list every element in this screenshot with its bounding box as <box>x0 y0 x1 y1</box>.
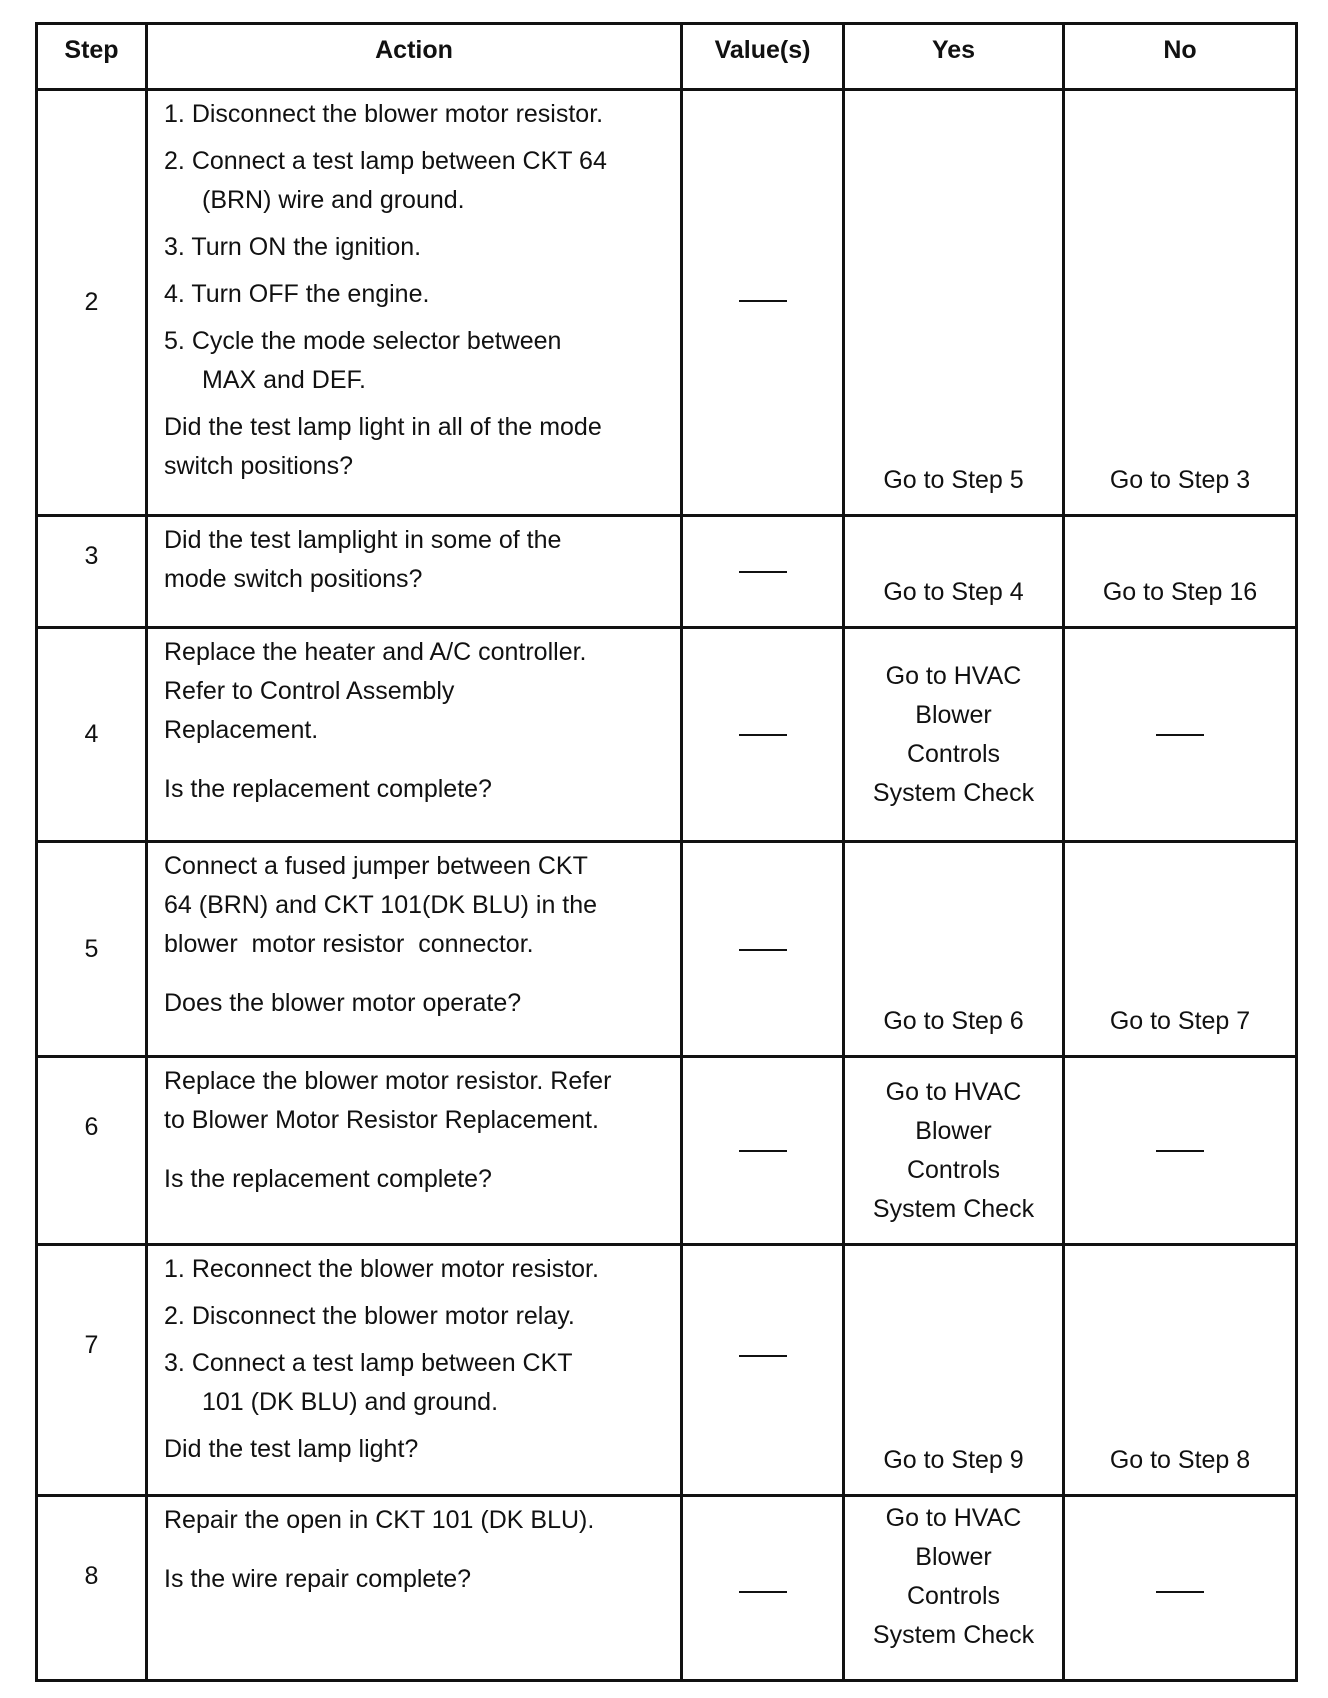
table-row <box>37 1057 1297 1245</box>
action-item: 2. Disconnect the blower motor relay. <box>164 1302 575 1330</box>
action-item: 4. Turn OFF the engine. <box>164 280 430 308</box>
no-cell: Go to Step 7 <box>1064 842 1297 1057</box>
header-row <box>37 24 1297 90</box>
step-number: 2 <box>37 90 147 516</box>
dash-mark <box>739 734 787 736</box>
step-number: 6 <box>37 1057 147 1245</box>
step-number: 3 <box>37 516 147 628</box>
dash-mark <box>739 1150 787 1152</box>
header-yes: Yes <box>844 24 1064 90</box>
values-cell <box>682 1057 844 1245</box>
table-row <box>37 842 1297 1057</box>
dash-mark <box>1156 734 1204 736</box>
yes-cell: Go to Step 6 <box>844 842 1064 1057</box>
action-cell: Connect a fused jumper between CKT 64 (BRN) and CKT 101(DK BLU) in the blower motor resistor connector. Does the blower motor operate? <box>147 842 682 1057</box>
step-number: 8 <box>37 1496 147 1681</box>
action-item: 2. Connect a test lamp between CKT 64 (BRN) wire and ground. <box>164 147 607 214</box>
yes-cell: Go to HVAC Blower Controls System Check <box>844 628 1064 842</box>
no-cell: Go to Step 16 <box>1064 516 1297 628</box>
action-item: 3. Turn ON the ignition. <box>164 233 422 261</box>
table-row <box>37 628 1297 842</box>
step-number: 7 <box>37 1245 147 1496</box>
dash-mark <box>739 1591 787 1593</box>
yes-cell: Go to HVAC Blower Controls System Check <box>844 1496 1064 1681</box>
header-step: Step <box>37 24 147 90</box>
step-number: 5 <box>37 842 147 1057</box>
no-cell <box>1064 1496 1297 1681</box>
table-row <box>37 1245 1297 1496</box>
action-cell: Replace the heater and A/C controller. Refer to Control Assembly Replacement. Is the replacement complete? <box>147 628 682 842</box>
values-cell <box>682 90 844 516</box>
diagnostic-table <box>35 22 1298 1682</box>
yes-cell: Go to Step 4 <box>844 516 1064 628</box>
values-cell <box>682 842 844 1057</box>
step-number: 4 <box>37 628 147 842</box>
action-cell: Did the test lamplight in some of the mode switch positions? <box>147 516 682 628</box>
header-action: Action <box>147 24 682 90</box>
no-cell <box>1064 1057 1297 1245</box>
table-row <box>37 90 1297 516</box>
action-item: 1. Disconnect the blower motor resistor. <box>164 100 604 128</box>
dash-mark <box>739 571 787 573</box>
yes-cell: Go to HVAC Blower Controls System Check <box>844 1057 1064 1245</box>
action-question: Did the test lamp light? <box>164 1435 419 1463</box>
values-cell <box>682 1245 844 1496</box>
yes-cell: Go to Step 5 <box>844 90 1064 516</box>
table-row <box>37 1496 1297 1681</box>
header-no: No <box>1064 24 1297 90</box>
dash-mark <box>739 949 787 951</box>
action-cell: Repair the open in CKT 101 (DK BLU). Is the wire repair complete? <box>147 1496 682 1681</box>
no-cell <box>1064 628 1297 842</box>
dash-mark <box>739 300 787 302</box>
no-cell: Go to Step 3 <box>1064 90 1297 516</box>
action-item: 5. Cycle the mode selector between MAX and DEF. <box>164 327 562 394</box>
no-cell: Go to Step 8 <box>1064 1245 1297 1496</box>
dash-mark <box>1156 1150 1204 1152</box>
action-cell: Replace the blower motor resistor. Refer to Blower Motor Resistor Replacement. Is the replacement complete? <box>147 1057 682 1245</box>
values-cell <box>682 516 844 628</box>
action-cell <box>147 90 682 516</box>
values-cell <box>682 628 844 842</box>
dash-mark <box>1156 1591 1204 1593</box>
table-row <box>37 516 1297 628</box>
action-item: 3. Connect a test lamp between CKT 101 (DK BLU) and ground. <box>164 1349 573 1416</box>
values-cell <box>682 1496 844 1681</box>
header-values: Value(s) <box>682 24 844 90</box>
dash-mark <box>739 1355 787 1357</box>
yes-cell: Go to Step 9 <box>844 1245 1064 1496</box>
action-cell <box>147 1245 682 1496</box>
action-item: 1. Reconnect the blower motor resistor. <box>164 1255 599 1283</box>
action-question: Did the test lamp light in all of the mode switch positions? <box>164 413 602 480</box>
